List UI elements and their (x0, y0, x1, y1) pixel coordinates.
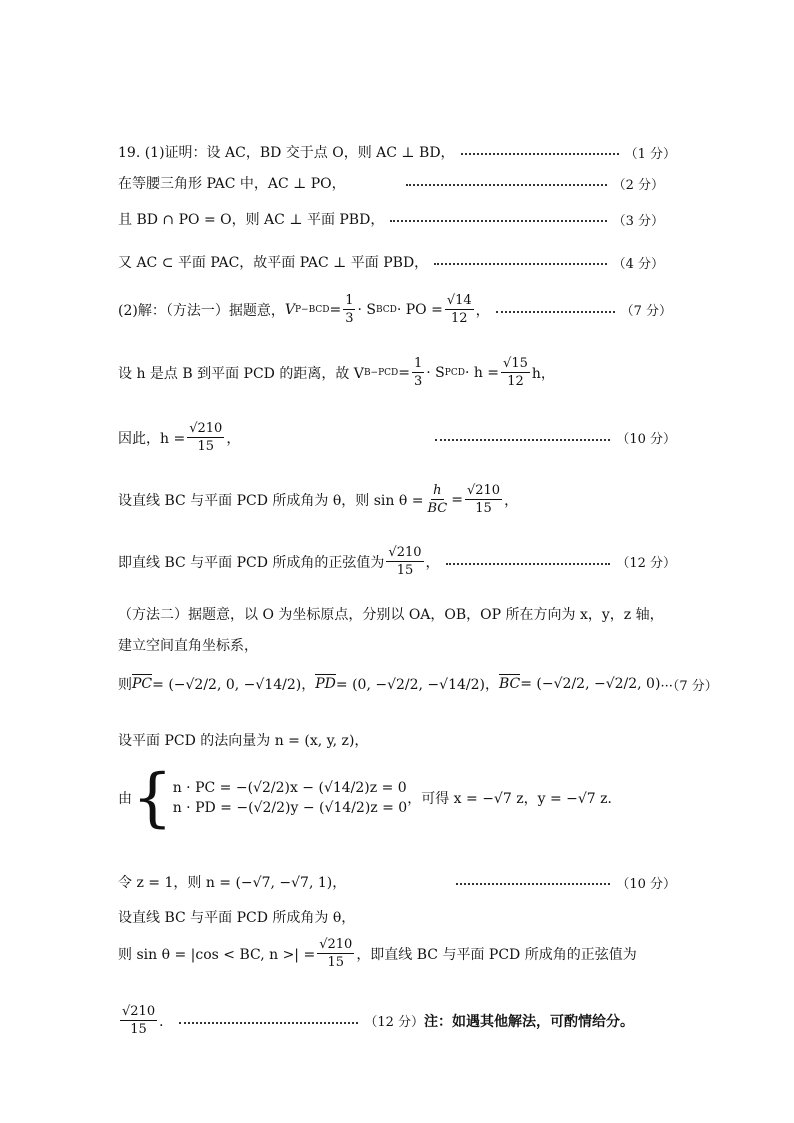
line-text: ，可得 x = −√7 z，y = −√7 z． (407, 791, 622, 807)
volume-symbol: V (284, 301, 295, 318)
line-text: 又 AC ⊂ 平面 PAC，故平面 PAC ⊥ 平面 PBD， (118, 255, 429, 271)
punctuation: ． (159, 1013, 174, 1030)
leader-dots (435, 439, 610, 441)
area-subscript: PCD (444, 367, 465, 378)
fraction-result (187, 420, 224, 455)
fraction-result (445, 292, 474, 327)
denominator: BC (427, 501, 448, 516)
denominator: 12 (507, 374, 524, 389)
line-text: 则 sin θ = |cos < BC, n >| = (118, 946, 316, 963)
sin-line (118, 482, 676, 517)
denominator: 3 (345, 311, 354, 326)
line-text: 设直线 BC 与平面 PCD 所成角为 θ，则 sin θ = (118, 492, 424, 509)
proof-line-3 (118, 209, 664, 229)
punctuation: ， (226, 430, 241, 447)
line-text: 因此，h = (118, 430, 186, 447)
h-result-line (118, 420, 676, 455)
score: （4 分） (612, 256, 664, 272)
punctuation: ， (504, 492, 519, 509)
numerator: √210 (122, 1004, 156, 1019)
numerator: 1 (413, 356, 423, 371)
proof-line-4 (118, 252, 664, 272)
punctuation: ， (475, 302, 490, 319)
score: （3 分） (612, 213, 664, 229)
numerator: 1 (345, 293, 354, 308)
leader-dots (446, 563, 611, 565)
proof-line-1 (118, 142, 676, 162)
denominator: 15 (130, 1022, 147, 1037)
score: （10 分） (616, 432, 676, 447)
volume-subscript: P−BCD (294, 304, 330, 315)
leader-dots (179, 1022, 358, 1024)
denominator: 3 (413, 374, 423, 389)
proof-line-2 (118, 173, 664, 193)
sin-value-line (118, 544, 676, 579)
sin-cos-line (118, 936, 676, 971)
punctuation: ， (425, 554, 440, 571)
grading-note: 注：如遇其他解法，可酌情给分。 (424, 1013, 634, 1030)
vector-bc: BC (498, 676, 521, 692)
equals: = (329, 301, 342, 318)
line-text: 在等腰三角形 PAC 中，AC ⊥ PO， (118, 176, 346, 192)
vector-bc-value: = (−√2/2, −√2/2, 0) (520, 676, 661, 692)
numerator: h (433, 483, 442, 498)
vector-pc-value: = (−√2/2, 0, −√14/2)， (152, 677, 316, 693)
fraction-h-over-bc (425, 482, 449, 517)
line-text: 建立空间直角坐标系， (118, 638, 258, 654)
product-text: · h = (464, 364, 500, 381)
punctuation: h， (531, 365, 555, 382)
score: （12 分） (616, 556, 676, 571)
fraction-result (120, 1003, 157, 1038)
leader-dots (456, 883, 610, 885)
coordinate-system-line (118, 635, 676, 655)
line-text: (2)解：（方法一）据题意， (118, 302, 285, 319)
denominator: 15 (197, 439, 215, 454)
distance-line (118, 355, 676, 390)
score: （10 分） (616, 876, 676, 892)
fraction-result (386, 544, 423, 579)
product-text: · PO = (396, 301, 443, 318)
leader-dots (406, 184, 607, 186)
equations (173, 780, 408, 816)
leader-dots (461, 153, 619, 155)
line-text: 由 (118, 791, 132, 807)
area-subscript: BCD (375, 304, 397, 315)
leader-dots (496, 311, 615, 313)
numerator: √15 (503, 356, 528, 371)
numerator: √210 (319, 937, 353, 952)
vector-pd-value: = (0, −√2/2, −√14/2)， (335, 677, 499, 693)
line-text: 设 h 是点 B 到平面 PCD 的距离，故 V (118, 365, 364, 382)
line-text: ，即直线 BC 与平面 PCD 所成角的正弦值为 (356, 946, 637, 963)
score: （12 分） (364, 1015, 424, 1030)
line-text: 即直线 BC 与平面 PCD 所成角的正弦值为 (118, 554, 385, 571)
leader-dots (434, 263, 606, 265)
line-text: 设平面 PCD 的法向量为 n = (x, y, z)， (118, 733, 369, 749)
normal-vector-line (118, 730, 676, 750)
method-two-line (118, 604, 676, 624)
numerator: √210 (189, 421, 223, 436)
denominator: 15 (475, 501, 492, 516)
final-line (118, 1003, 634, 1038)
left-brace-icon: { (132, 761, 173, 835)
area-symbol: · S (426, 364, 445, 381)
vectors-line (118, 674, 718, 694)
equals: = (451, 491, 463, 508)
score: （7 分） (620, 304, 672, 319)
line-text: 设直线 BC 与平面 PCD 所成角为 θ， (118, 910, 356, 926)
equation-1: n · PC = −(√2/2)x − (√14/2)z = 0 (172, 780, 407, 796)
equation-2: n · PD = −(√2/2)y − (√14/2)z = 0 (172, 800, 408, 816)
leader-dots (390, 220, 606, 222)
score: （1 分） (624, 146, 676, 162)
line-text: 且 BD ∩ PO = O，则 AC ⊥ 平面 PBD， (118, 212, 385, 228)
fraction-result (317, 936, 354, 971)
fraction-one-third (412, 355, 424, 390)
fraction-result (465, 482, 502, 517)
numerator: √210 (388, 545, 422, 560)
numerator: √14 (446, 293, 472, 308)
fraction-result (501, 355, 530, 390)
line-text: 令 z = 1，则 n = (−√7, −√7, 1)， (118, 875, 347, 891)
score: （2 分） (612, 177, 664, 193)
score: ···（7 分） (660, 678, 718, 694)
fraction-one-third (343, 292, 355, 327)
angle-line (118, 907, 676, 927)
numerator: √210 (466, 483, 501, 498)
denominator: 15 (327, 955, 345, 970)
area-symbol: · S (357, 301, 376, 318)
vector-pc: PC (132, 676, 153, 692)
equation-system (118, 761, 676, 835)
line-text: （方法二）据题意，以 O 为坐标原点，分别以 OA，OB，OP 所在方向为 x，y，z 轴， (118, 607, 664, 623)
volume-subscript: B−PCD (363, 367, 399, 378)
denominator: 15 (396, 563, 414, 578)
line-text: 19. (1)证明：设 AC，BD 交于点 O，则 AC ⊥ BD， (118, 145, 455, 161)
method-one-volume (118, 292, 672, 327)
denominator: 12 (450, 311, 468, 326)
equals: = (398, 364, 410, 381)
line-text: 则 (118, 677, 132, 693)
vector-pd: PD (315, 676, 336, 692)
normal-vector-result (118, 872, 676, 892)
